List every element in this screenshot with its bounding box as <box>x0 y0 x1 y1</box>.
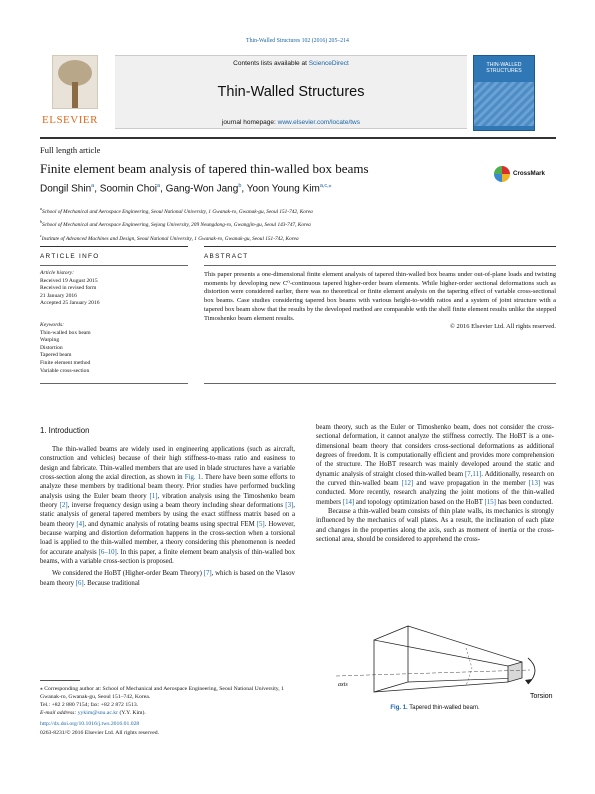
keyword: Finite element method <box>40 359 91 366</box>
section-title-introduction: 1. Introduction <box>40 426 90 435</box>
body-text: Because a thin-walled beam consists of thin plate walls, its mechanics is strongly influenced by the mechanics of wall plates. As a result, the inclination of each plate and changes in the properties along the axis, such as moment of inertia or the cross-sectional area, should be considered to apprehend the cross- <box>316 508 554 544</box>
figure-caption-label[interactable]: Fig. 1. <box>390 705 408 711</box>
body-text: . Additionally, research on the curved thin-walled beam <box>316 470 554 488</box>
copyright-line: © 2016 Elsevier Ltd. All rights reserved. <box>449 323 556 331</box>
affiliation-text: Institute of Advanced Machines and Design, Seoul National University, 1 Gwanak-ro, Gwanak-gu, Seoul 151-742, Korea <box>41 235 299 242</box>
body-column-right <box>316 423 554 544</box>
abstract-rule <box>204 246 556 247</box>
body-column-left <box>40 445 295 588</box>
email-link[interactable]: yykim@snu.ac.kr <box>77 710 119 716</box>
beam-edge <box>408 626 522 662</box>
body-text: , vibration analysis using the Timoshenko beam theory <box>40 492 295 510</box>
citation-link[interactable]: [4] <box>76 520 85 528</box>
history-list <box>40 278 100 308</box>
citation-link[interactable]: [12] <box>401 480 414 488</box>
citation-link[interactable]: [6] <box>75 579 84 587</box>
keyword: Thin-walled box beam <box>40 329 91 336</box>
affiliation <box>40 217 313 230</box>
body-text: has been conducted. <box>495 498 553 506</box>
homepage-link[interactable]: www.elsevier.com/locate/tws <box>277 119 361 126</box>
beam-tip-face <box>508 662 522 682</box>
crossmark-label: CrossMark <box>513 170 545 177</box>
body-text: . There have been some efforts to analyze these members by traditional beam theory. Prior studies have performed buckling analysis using the Euler beam theory <box>40 474 295 500</box>
citation-link[interactable]: [7] <box>203 570 212 578</box>
axis-label: axis <box>338 682 348 688</box>
section-marker <box>466 648 472 686</box>
citation-link[interactable]: [6–10] <box>98 548 117 556</box>
journal-header <box>40 53 556 133</box>
beam-edge <box>408 678 522 682</box>
paragraph <box>40 569 295 588</box>
article-info-heading: ARTICLE INFO <box>40 253 100 260</box>
body-text: , static analysis of general tapered members by using the exact stiffness matrix based on a beam theory <box>40 502 295 528</box>
elsevier-tree-icon <box>52 55 98 109</box>
crossmark-icon <box>494 166 510 182</box>
footnote-email-line <box>40 709 295 717</box>
history-item: Received 19 August 2015 <box>40 277 98 284</box>
author-list: Dongil Shin$^a$, Soomin Choi$^a$, Gang-Won Jang$^b$, Yoon Young Kim$^{a,c,⁎}$ <box>40 183 332 195</box>
body-text: beam theory, such as the Euler or Timoshenko beam, does not consider the cross-sectional deformation, it cannot analyze the stiffness correctly. The HoBT is a one-dimensional beam theory that considers cross-sectional deformations as additional degrees of freedom. It is computationally efficient and provides more comprehension of the structure. The HoBT research was mainly developed around the static and dynamic analysis of straight closed thin-walled beam <box>316 424 554 478</box>
keywords-label: Keywords: <box>40 322 65 328</box>
body-text: and wave propagation in the member <box>413 480 529 488</box>
contents-box <box>115 55 467 129</box>
body-text: . In this paper, a finite element beam analysis of thin-walled box beams, with a variable cross-section is proposed. <box>40 548 295 566</box>
abstract-text: This paper presents a one-dimensional finite element analysis of tapered thin-walled box beams under out-of-plane loads and twisting moments by developing new C⁰-continuous tapered higher-order beam elements. While higher-order sectional deformations such as distortion were considered earlier, there was no theoretical or finite element analysis on the tapering effect of variable cross-sectional box beams. Case studies considering tapered box beams with various height-to-width ratios and a system of joint structure with a tapered box beam show that the results by the developed method are comparable with the shell finite element results unlike the stepped Timoshenko beam element results. <box>204 271 556 322</box>
journal-reference[interactable]: Thin-Walled Structures 102 (2016) 205–214 <box>246 38 349 44</box>
figure-caption <box>316 705 554 711</box>
body-text: . Because traditional <box>83 579 140 587</box>
citation-link[interactable]: Fig. 1 <box>184 474 202 482</box>
affiliation-mark: a <box>40 206 42 211</box>
paragraph <box>316 507 554 544</box>
torsion-label: Torsion <box>530 693 553 700</box>
abstract-subrule <box>204 265 556 266</box>
citation-link[interactable]: [15] <box>484 498 496 506</box>
info-rule <box>40 246 188 247</box>
paragraph <box>316 423 554 507</box>
article-history <box>40 270 100 308</box>
citation-link[interactable]: [3] <box>285 502 294 510</box>
body-text: , inverse frequency design using a beam theory including shear deformations <box>67 502 286 510</box>
author-name[interactable]: Dongil Shin <box>40 183 92 195</box>
beam-edge <box>374 640 508 666</box>
homepage-prefix: journal homepage: <box>221 119 276 126</box>
figure-tapered-beam[interactable] <box>316 618 554 702</box>
body-text: and topology optimization based on the HoBT <box>354 498 485 506</box>
contents-line <box>115 60 467 67</box>
footnote <box>40 685 295 717</box>
cover-title: THIN-WALLED STRUCTURES <box>486 62 522 74</box>
author-affil-mark[interactable]: a,c,⁎ <box>319 183 332 189</box>
affiliation-text: School of Mechanical and Aerospace Engineering, Sejong University, 209 Neungdong-ro, Gwangjin-gu, Seoul 143-747, Korea <box>42 222 311 229</box>
affiliation-mark: b <box>40 219 42 225</box>
issn-line: 0263-8231/© 2016 Elsevier Ltd. All rights reserved. <box>40 730 159 736</box>
citation-link[interactable]: [14] <box>342 498 355 506</box>
footnote-tel: Tel.: +82 2 880 7154; fax: +82 2 872 1513. <box>40 702 139 708</box>
body-text: , which is based on the Vlasov beam theory <box>40 570 295 587</box>
abstract-heading: ABSTRACT <box>204 253 249 260</box>
torsion-arrowhead <box>525 679 532 684</box>
affiliation <box>40 204 313 217</box>
publisher-name: ELSEVIER <box>42 114 98 126</box>
email-suffix: (Y.Y. Kim). <box>118 710 146 716</box>
body-text: The thin-walled beams are widely used in engineering applications (such as aircraft, construction and vehicles) because of their high stiffness-to-mass ratio and easiness to design and fabricate. Thin-walled members that are used in blade structures have a variable cross-section along the axial direction, as shown in <box>40 446 295 482</box>
citation-link[interactable]: [1] <box>149 492 158 500</box>
keywords <box>40 322 91 375</box>
author-name[interactable]: Gang-Won Jang <box>165 183 239 195</box>
doi-link[interactable]: http://dx.doi.org/10.1016/j.tws.2016.01.028 <box>40 721 140 727</box>
paragraph <box>40 445 295 566</box>
beam-axis-line <box>336 670 530 676</box>
body-text: We considered the HoBT (Higher-order Beam Theory) <box>52 570 204 578</box>
crossmark-button[interactable] <box>494 164 554 184</box>
author-name[interactable]: Yoon Young Kim <box>246 183 320 195</box>
author-affil-mark[interactable]: a <box>157 183 161 189</box>
abstract-body <box>204 271 556 332</box>
keyword-list <box>40 330 91 376</box>
cover-art <box>474 82 534 126</box>
body-text: . However, because warping and distortion deformation happens in the cross-section when a torsional load is applied to the thin-walled member, a theory considering this phenomenon is needed for accurate analysis <box>40 520 295 556</box>
citation-link[interactable]: [2] <box>59 502 68 510</box>
email-label: E-mail address: <box>40 710 77 716</box>
history-label: Article history: <box>40 270 75 276</box>
keyword: Distortion <box>40 344 63 351</box>
contents-prefix: Contents lists available at <box>233 60 307 67</box>
footnote-corresponding: ⁎ Corresponding author at: School of Mechanical and Aerospace Engineering, Seoul National University, 1 Gwanak-ro, Gwanak-gu, Seoul 151–742, Korea. <box>40 686 284 700</box>
keyword: Tapered beam <box>40 352 72 359</box>
keyword: Warping <box>40 337 60 344</box>
sciencedirect-link[interactable]: ScienceDirect <box>308 60 349 67</box>
body-text: , and dynamic analysis of rotating beams using spectral FEM <box>84 520 257 528</box>
elsevier-logo[interactable] <box>40 53 110 129</box>
journal-cover-image[interactable] <box>473 55 535 131</box>
info-end-rule <box>40 383 188 384</box>
header-rule <box>40 137 556 139</box>
affiliation <box>40 231 313 244</box>
affiliation-mark: c <box>40 232 42 238</box>
article-type: Full length article <box>40 145 101 155</box>
author-affil-mark[interactable]: a <box>91 183 95 189</box>
abstract-end-rule <box>204 383 556 384</box>
info-subrule <box>40 265 188 266</box>
affiliation-list <box>40 204 313 244</box>
keyword: Variable cross-section <box>40 367 90 374</box>
beam-edge <box>374 682 508 692</box>
citation-link[interactable]: [7,11] <box>465 470 482 478</box>
figure-caption-text: Tapered thin-walled beam. <box>407 705 480 711</box>
paper-title: Finite element beam analysis of tapered thin-walled box beams <box>40 161 369 176</box>
homepage-line <box>115 119 467 126</box>
footnote-rule <box>40 680 80 681</box>
author-affil-mark[interactable]: b <box>238 183 242 189</box>
citation-link[interactable]: [5] <box>256 520 265 528</box>
history-item: Received in revised form <box>40 285 97 292</box>
history-item: Accepted 25 January 2016 <box>40 300 100 307</box>
body-text: was conducted. More recently, research analyzing the joint motions of the thin-walled members <box>316 480 555 506</box>
affiliation-text: School of Mechanical and Aerospace Engineering, Seoul National University, 1 Gwanak-ro, Gwanak-gu, Seoul 151-742, Korea <box>42 208 313 215</box>
journal-title: Thin-Walled Structures <box>217 84 365 100</box>
beam-end-face <box>374 626 408 692</box>
author-name[interactable]: Soomin Choi <box>99 183 158 195</box>
citation-link[interactable]: [13] <box>528 480 541 488</box>
history-item: 21 January 2016 <box>40 292 77 299</box>
